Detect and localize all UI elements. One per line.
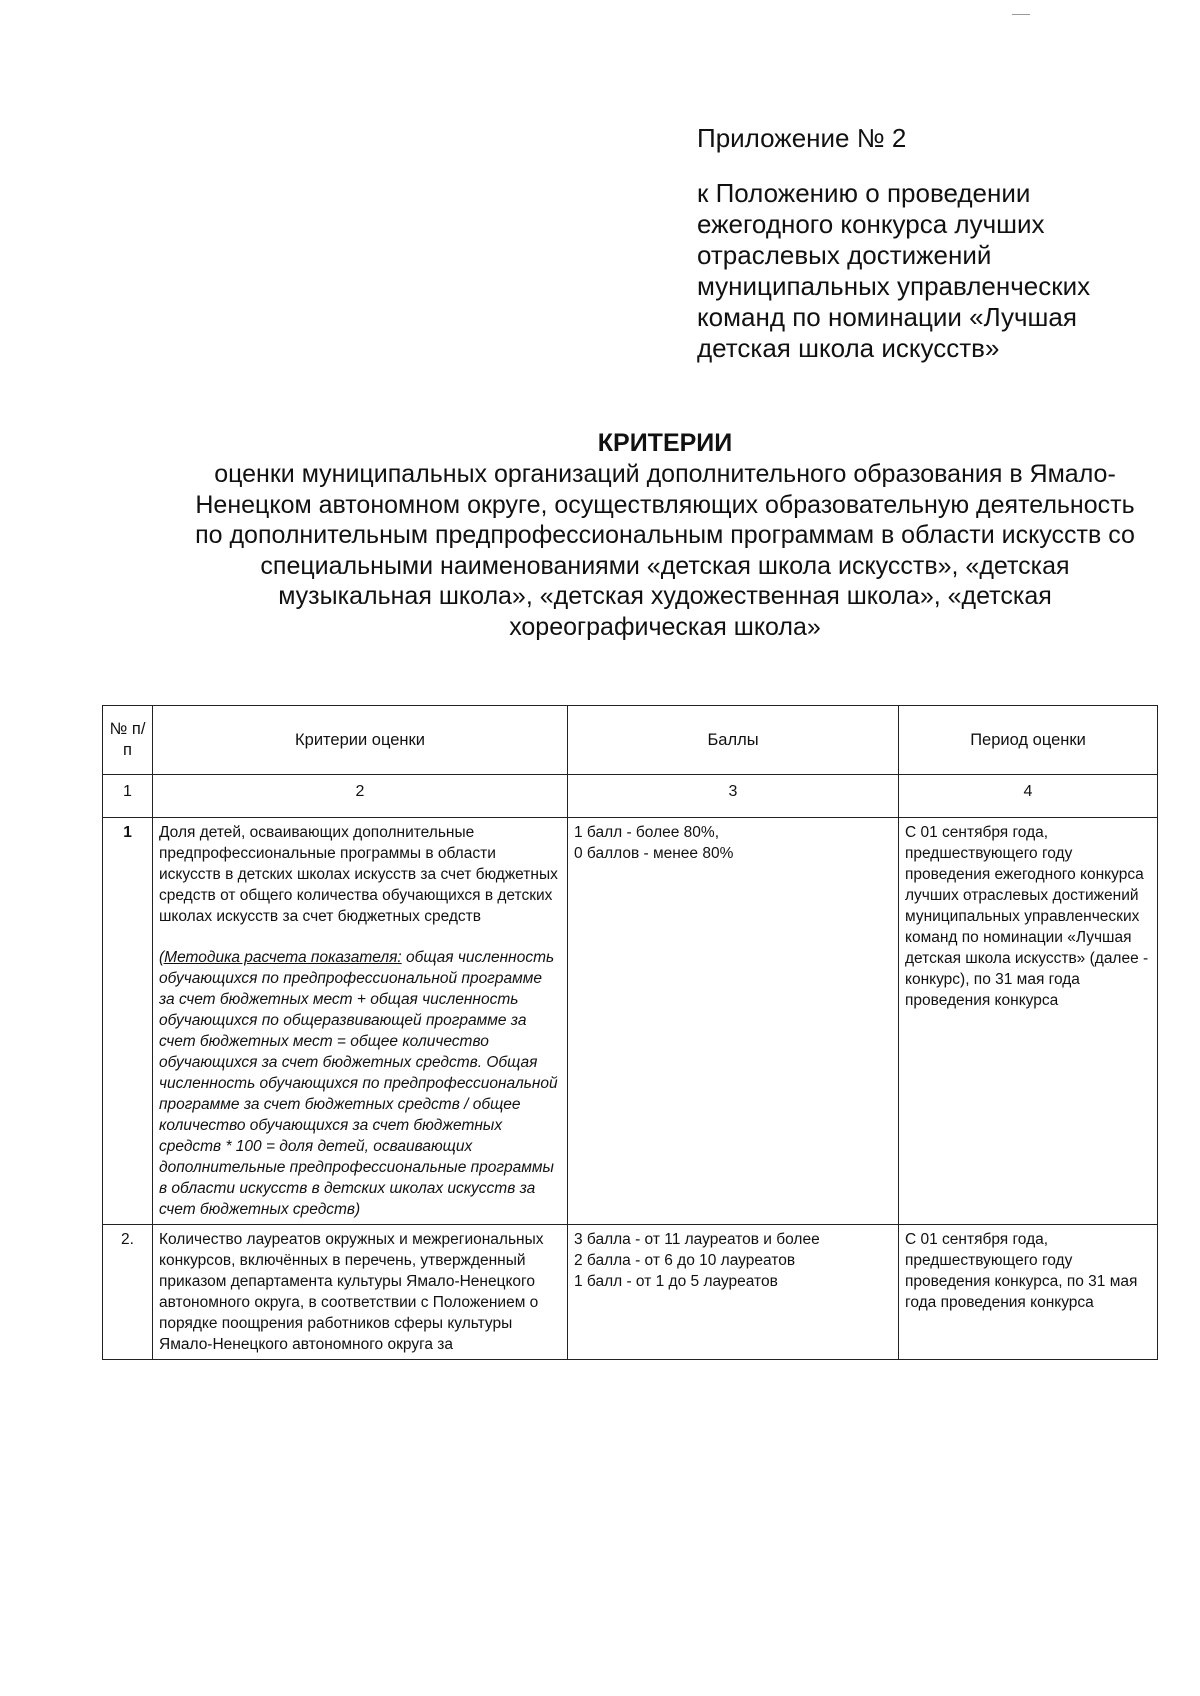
table-row [103,818,1158,1225]
calculation-method-label: (Методика расчета показателя: [159,949,402,966]
points-line: 1 балл - более 80%, [574,824,720,841]
points-line: 0 баллов - менее 80% [574,845,734,862]
calculation-method-text: общая численность обучающихся по предпрофессиональной программе за счет бюджетных мест + общая численность обучающихся по общеразвивающей программе за счет бюджетных мест = общее количество обучающихся за счет бюджетных средств. Общая численность обучающихся по предпрофессиональной программе за счет бюджетных средств / общее количество обучающихся за счет бюджетных средств * 100 = доля детей, осваивающих дополнительные предпрофессиональные программы в области искусств в детских школах искусств за счет бюджетных средств) [159,949,558,1218]
row-period: С 01 сентября года, предшествующего году проведения ежегодного конкурса лучших отраслевых достижений муниципальных управленческих команд по номинации «Лучшая детская школа искусств» (далее - конкурс), по 31 мая года проведения конкурса [899,818,1158,1225]
header-period: Период оценки [899,706,1158,775]
document-heading [190,428,1140,642]
header-points: Баллы [568,706,899,775]
column-number: 3 [568,775,899,818]
column-number: 2 [153,775,568,818]
row-points-cell [568,818,899,1225]
points-line: 1 балл - от 1 до 5 лауреатов [574,1273,778,1290]
row-criterion-cell [153,818,568,1225]
heading-title: КРИТЕРИИ [597,429,733,457]
appendix-number: Приложение № 2 [697,123,907,153]
criteria-table [102,705,1158,1360]
row-number: 1 [103,818,153,1225]
header-number: № п/п [103,706,153,775]
points-line: 2 балла - от 6 до 10 лауреатов [574,1252,796,1269]
appendix-block [697,123,1137,364]
column-number: 4 [899,775,1158,818]
column-number: 1 [103,775,153,818]
column-numbers-row [103,775,1158,818]
scan-mark [1012,14,1030,15]
row-points-cell [568,1225,899,1360]
row-criterion: Доля детей, осваивающих дополнительные предпрофессиональные программы в области искусств в детских школах искусств за счет бюджетных средств от общего количества обучающихся в детских школах искусств за счет бюджетных средств [159,824,558,925]
appendix-text: к Положению о проведении ежегодного конкурса лучших отраслевых достижений муниципальных управленческих команд по номинации «Лучшая детская школа искусств» [697,178,1091,363]
row-period: С 01 сентября года, предшествующего году проведения конкурса, по 31 мая года проведения конкурса [899,1225,1158,1360]
row-number: 2. [103,1225,153,1360]
heading-subtitle: оценки муниципальных организаций дополнительного образования в Ямало-Ненецком автономном округе, осуществляющих образовательную деятельность по дополнительным предпрофессиональным программам в области искусств со специальными наименованиями «детская школа искусств», «детская музыкальная школа», «детская художественная школа», «детская хореографическая школа» [195,460,1135,641]
points-line: 3 балла - от 11 лауреатов и более [574,1231,820,1248]
calculation-method [159,947,561,1220]
header-criterion: Критерии оценки [153,706,568,775]
table-row [103,1225,1158,1360]
table-header-row [103,706,1158,775]
row-criterion: Количество лауреатов окружных и межрегиональных конкурсов, включённых в перечень, утвержденный приказом департамента культуры Ямало-Ненецкого автономного округа, в соответствии с Положением о порядке поощрения работников сферы культуры Ямало-Ненецкого автономного округа за [153,1225,568,1360]
